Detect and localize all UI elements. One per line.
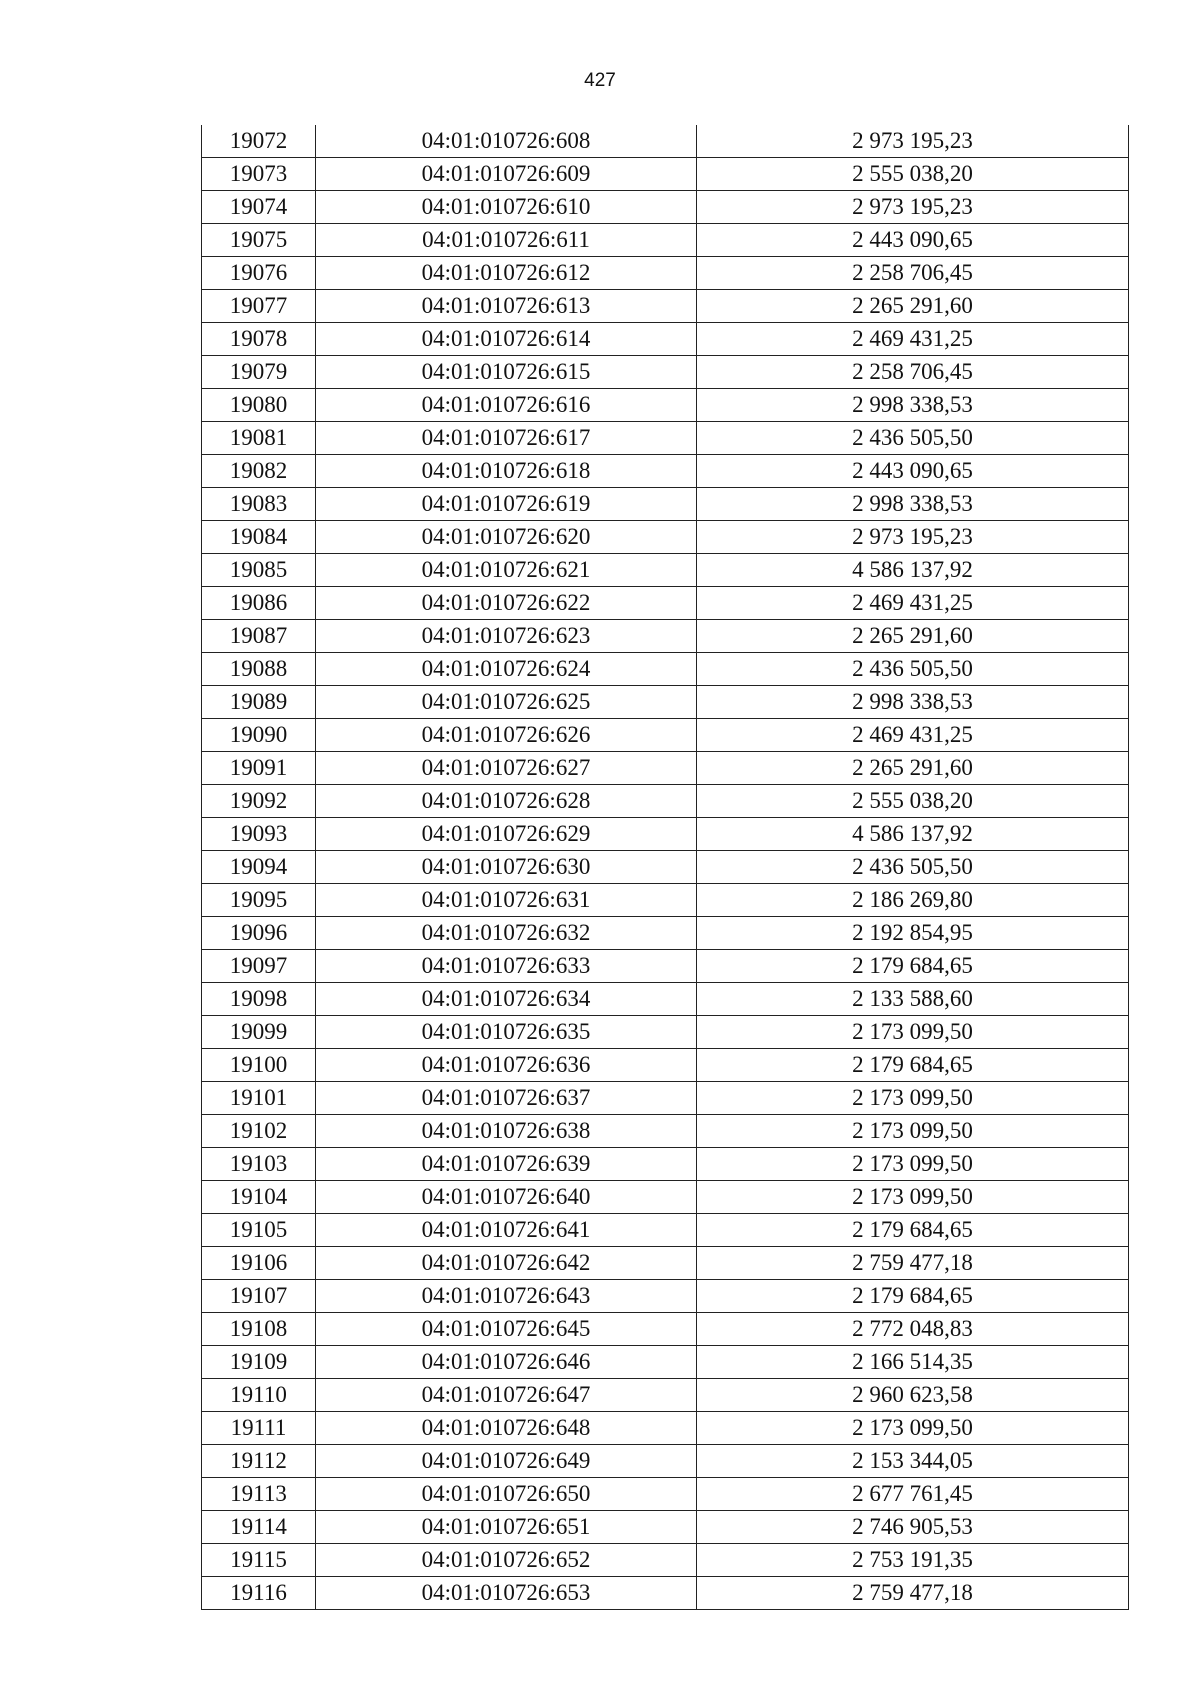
row-number-cell: 19111 — [202, 1412, 316, 1445]
table-row — [202, 521, 1129, 554]
cadastral-number-cell: 04:01:010726:619 — [316, 488, 697, 521]
cadastral-value-cell: 2 173 099,50 — [697, 1412, 1129, 1445]
row-number-cell: 19104 — [202, 1181, 316, 1214]
cadastral-value-cell: 2 436 505,50 — [697, 851, 1129, 884]
row-number-cell: 19087 — [202, 620, 316, 653]
cadastral-number-cell: 04:01:010726:648 — [316, 1412, 697, 1445]
table-row — [202, 1049, 1129, 1082]
cadastral-number-cell: 04:01:010726:650 — [316, 1478, 697, 1511]
cadastral-number-cell: 04:01:010726:651 — [316, 1511, 697, 1544]
cadastral-number-cell: 04:01:010726:627 — [316, 752, 697, 785]
cadastral-number-cell: 04:01:010726:637 — [316, 1082, 697, 1115]
row-number-cell: 19100 — [202, 1049, 316, 1082]
row-number-cell: 19099 — [202, 1016, 316, 1049]
table-row — [202, 257, 1129, 290]
table-row — [202, 1511, 1129, 1544]
table-row — [202, 1214, 1129, 1247]
table-row — [202, 488, 1129, 521]
cadastral-number-cell: 04:01:010726:609 — [316, 158, 697, 191]
cadastral-value-cell: 2 998 338,53 — [697, 488, 1129, 521]
table-row — [202, 389, 1129, 422]
row-number-cell: 19114 — [202, 1511, 316, 1544]
cadastral-value-cell: 2 436 505,50 — [697, 653, 1129, 686]
row-number-cell: 19095 — [202, 884, 316, 917]
cadastral-value-cell: 2 443 090,65 — [697, 455, 1129, 488]
cadastral-number-cell: 04:01:010726:653 — [316, 1577, 697, 1610]
cadastral-number-cell: 04:01:010726:611 — [316, 224, 697, 257]
cadastral-value-cell: 2 179 684,65 — [697, 1049, 1129, 1082]
table-row — [202, 125, 1129, 158]
table-row — [202, 818, 1129, 851]
row-number-cell: 19084 — [202, 521, 316, 554]
row-number-cell: 19097 — [202, 950, 316, 983]
table-row — [202, 1478, 1129, 1511]
table-row — [202, 884, 1129, 917]
table-row — [202, 917, 1129, 950]
row-number-cell: 19105 — [202, 1214, 316, 1247]
row-number-cell: 19091 — [202, 752, 316, 785]
row-number-cell: 19072 — [202, 125, 316, 158]
row-number-cell: 19092 — [202, 785, 316, 818]
row-number-cell: 19102 — [202, 1115, 316, 1148]
table-row — [202, 356, 1129, 389]
row-number-cell: 19108 — [202, 1313, 316, 1346]
cadastral-value-cell: 2 973 195,23 — [697, 191, 1129, 224]
cadastral-number-cell: 04:01:010726:628 — [316, 785, 697, 818]
table-row — [202, 1445, 1129, 1478]
cadastral-number-cell: 04:01:010726:638 — [316, 1115, 697, 1148]
cadastral-value-cell: 2 133 588,60 — [697, 983, 1129, 1016]
table-row — [202, 455, 1129, 488]
cadastral-value-cell: 2 998 338,53 — [697, 686, 1129, 719]
row-number-cell: 19081 — [202, 422, 316, 455]
table-row — [202, 1544, 1129, 1577]
row-number-cell: 19083 — [202, 488, 316, 521]
table-row — [202, 554, 1129, 587]
cadastral-number-cell: 04:01:010726:633 — [316, 950, 697, 983]
table-row — [202, 686, 1129, 719]
cadastral-number-cell: 04:01:010726:636 — [316, 1049, 697, 1082]
cadastral-number-cell: 04:01:010726:649 — [316, 1445, 697, 1478]
cadastral-value-cell: 2 759 477,18 — [697, 1577, 1129, 1610]
cadastral-number-cell: 04:01:010726:625 — [316, 686, 697, 719]
cadastral-number-cell: 04:01:010726:616 — [316, 389, 697, 422]
cadastral-number-cell: 04:01:010726:612 — [316, 257, 697, 290]
row-number-cell: 19106 — [202, 1247, 316, 1280]
cadastral-value-cell: 2 443 090,65 — [697, 224, 1129, 257]
row-number-cell: 19115 — [202, 1544, 316, 1577]
table-row — [202, 191, 1129, 224]
cadastral-value-cell: 2 436 505,50 — [697, 422, 1129, 455]
cadastral-value-cell: 2 173 099,50 — [697, 1016, 1129, 1049]
cadastral-value-cell: 2 153 344,05 — [697, 1445, 1129, 1478]
row-number-cell: 19082 — [202, 455, 316, 488]
table-row — [202, 851, 1129, 884]
cadastral-number-cell: 04:01:010726:626 — [316, 719, 697, 752]
cadastral-value-cell: 2 555 038,20 — [697, 785, 1129, 818]
cadastral-number-cell: 04:01:010726:643 — [316, 1280, 697, 1313]
cadastral-value-cell: 2 258 706,45 — [697, 257, 1129, 290]
table-row — [202, 950, 1129, 983]
cadastral-number-cell: 04:01:010726:647 — [316, 1379, 697, 1412]
cadastral-value-cell: 2 258 706,45 — [697, 356, 1129, 389]
row-number-cell: 19113 — [202, 1478, 316, 1511]
cadastral-value-cell: 2 186 269,80 — [697, 884, 1129, 917]
cadastral-value-cell: 2 772 048,83 — [697, 1313, 1129, 1346]
row-number-cell: 19112 — [202, 1445, 316, 1478]
row-number-cell: 19094 — [202, 851, 316, 884]
row-number-cell: 19078 — [202, 323, 316, 356]
table-row — [202, 983, 1129, 1016]
page-number: 427 — [584, 70, 616, 91]
cadastral-value-cell: 2 192 854,95 — [697, 917, 1129, 950]
cadastral-number-cell: 04:01:010726:645 — [316, 1313, 697, 1346]
table-body — [202, 125, 1129, 1610]
table-row — [202, 1082, 1129, 1115]
cadastral-value-cell: 2 998 338,53 — [697, 389, 1129, 422]
cadastral-number-cell: 04:01:010726:620 — [316, 521, 697, 554]
row-number-cell: 19096 — [202, 917, 316, 950]
table-row — [202, 653, 1129, 686]
row-number-cell: 19085 — [202, 554, 316, 587]
table-row — [202, 1115, 1129, 1148]
cadastral-value-table — [201, 125, 1129, 1610]
table-row — [202, 719, 1129, 752]
cadastral-value-cell: 2 973 195,23 — [697, 521, 1129, 554]
cadastral-value-cell: 2 173 099,50 — [697, 1115, 1129, 1148]
cadastral-number-cell: 04:01:010726:642 — [316, 1247, 697, 1280]
row-number-cell: 19089 — [202, 686, 316, 719]
row-number-cell: 19088 — [202, 653, 316, 686]
table-row — [202, 1412, 1129, 1445]
row-number-cell: 19093 — [202, 818, 316, 851]
cadastral-number-cell: 04:01:010726:632 — [316, 917, 697, 950]
row-number-cell: 19109 — [202, 1346, 316, 1379]
cadastral-value-cell: 2 973 195,23 — [697, 125, 1129, 158]
cadastral-number-cell: 04:01:010726:634 — [316, 983, 697, 1016]
cadastral-number-cell: 04:01:010726:614 — [316, 323, 697, 356]
cadastral-value-cell: 2 469 431,25 — [697, 587, 1129, 620]
cadastral-number-cell: 04:01:010726:617 — [316, 422, 697, 455]
cadastral-value-cell: 2 179 684,65 — [697, 1214, 1129, 1247]
table-row — [202, 224, 1129, 257]
cadastral-number-cell: 04:01:010726:608 — [316, 125, 697, 158]
table-row — [202, 1016, 1129, 1049]
row-number-cell: 19077 — [202, 290, 316, 323]
cadastral-number-cell: 04:01:010726:624 — [316, 653, 697, 686]
table-row — [202, 1577, 1129, 1610]
cadastral-number-cell: 04:01:010726:640 — [316, 1181, 697, 1214]
cadastral-number-cell: 04:01:010726:629 — [316, 818, 697, 851]
cadastral-value-cell: 2 759 477,18 — [697, 1247, 1129, 1280]
row-number-cell: 19079 — [202, 356, 316, 389]
table-row — [202, 785, 1129, 818]
table-row — [202, 752, 1129, 785]
cadastral-value-cell: 2 469 431,25 — [697, 719, 1129, 752]
cadastral-number-cell: 04:01:010726:641 — [316, 1214, 697, 1247]
row-number-cell: 19090 — [202, 719, 316, 752]
cadastral-value-cell: 4 586 137,92 — [697, 554, 1129, 587]
cadastral-value-cell: 2 746 905,53 — [697, 1511, 1129, 1544]
row-number-cell: 19086 — [202, 587, 316, 620]
row-number-cell: 19073 — [202, 158, 316, 191]
cadastral-number-cell: 04:01:010726:613 — [316, 290, 697, 323]
row-number-cell: 19101 — [202, 1082, 316, 1115]
table-row — [202, 587, 1129, 620]
cadastral-number-cell: 04:01:010726:610 — [316, 191, 697, 224]
cadastral-number-cell: 04:01:010726:630 — [316, 851, 697, 884]
cadastral-value-cell: 4 586 137,92 — [697, 818, 1129, 851]
row-number-cell: 19107 — [202, 1280, 316, 1313]
table-row — [202, 1148, 1129, 1181]
row-number-cell: 19098 — [202, 983, 316, 1016]
row-number-cell: 19074 — [202, 191, 316, 224]
row-number-cell: 19075 — [202, 224, 316, 257]
cadastral-value-cell: 2 173 099,50 — [697, 1082, 1129, 1115]
cadastral-number-cell: 04:01:010726:639 — [316, 1148, 697, 1181]
cadastral-value-cell: 2 753 191,35 — [697, 1544, 1129, 1577]
cadastral-value-cell: 2 265 291,60 — [697, 290, 1129, 323]
cadastral-number-cell: 04:01:010726:615 — [316, 356, 697, 389]
cadastral-value-cell: 2 960 623,58 — [697, 1379, 1129, 1412]
table-row — [202, 1346, 1129, 1379]
cadastral-value-cell: 2 555 038,20 — [697, 158, 1129, 191]
cadastral-number-cell: 04:01:010726:622 — [316, 587, 697, 620]
row-number-cell: 19103 — [202, 1148, 316, 1181]
table-row — [202, 620, 1129, 653]
row-number-cell: 19076 — [202, 257, 316, 290]
table-row — [202, 1280, 1129, 1313]
cadastral-value-cell: 2 173 099,50 — [697, 1181, 1129, 1214]
cadastral-value-cell: 2 173 099,50 — [697, 1148, 1129, 1181]
table-row — [202, 1181, 1129, 1214]
table-row — [202, 1379, 1129, 1412]
cadastral-number-cell: 04:01:010726:618 — [316, 455, 697, 488]
cadastral-value-cell: 2 265 291,60 — [697, 752, 1129, 785]
cadastral-value-cell: 2 179 684,65 — [697, 950, 1129, 983]
cadastral-number-cell: 04:01:010726:646 — [316, 1346, 697, 1379]
cadastral-number-cell: 04:01:010726:652 — [316, 1544, 697, 1577]
table-row — [202, 323, 1129, 356]
table-row — [202, 422, 1129, 455]
table-row — [202, 290, 1129, 323]
cadastral-value-cell: 2 166 514,35 — [697, 1346, 1129, 1379]
cadastral-number-cell: 04:01:010726:631 — [316, 884, 697, 917]
cadastral-value-cell: 2 469 431,25 — [697, 323, 1129, 356]
table-row — [202, 158, 1129, 191]
table-row — [202, 1313, 1129, 1346]
row-number-cell: 19080 — [202, 389, 316, 422]
row-number-cell: 19110 — [202, 1379, 316, 1412]
row-number-cell: 19116 — [202, 1577, 316, 1610]
cadastral-number-cell: 04:01:010726:635 — [316, 1016, 697, 1049]
table-row — [202, 1247, 1129, 1280]
cadastral-value-cell: 2 179 684,65 — [697, 1280, 1129, 1313]
cadastral-number-cell: 04:01:010726:621 — [316, 554, 697, 587]
cadastral-value-cell: 2 677 761,45 — [697, 1478, 1129, 1511]
cadastral-number-cell: 04:01:010726:623 — [316, 620, 697, 653]
cadastral-value-cell: 2 265 291,60 — [697, 620, 1129, 653]
